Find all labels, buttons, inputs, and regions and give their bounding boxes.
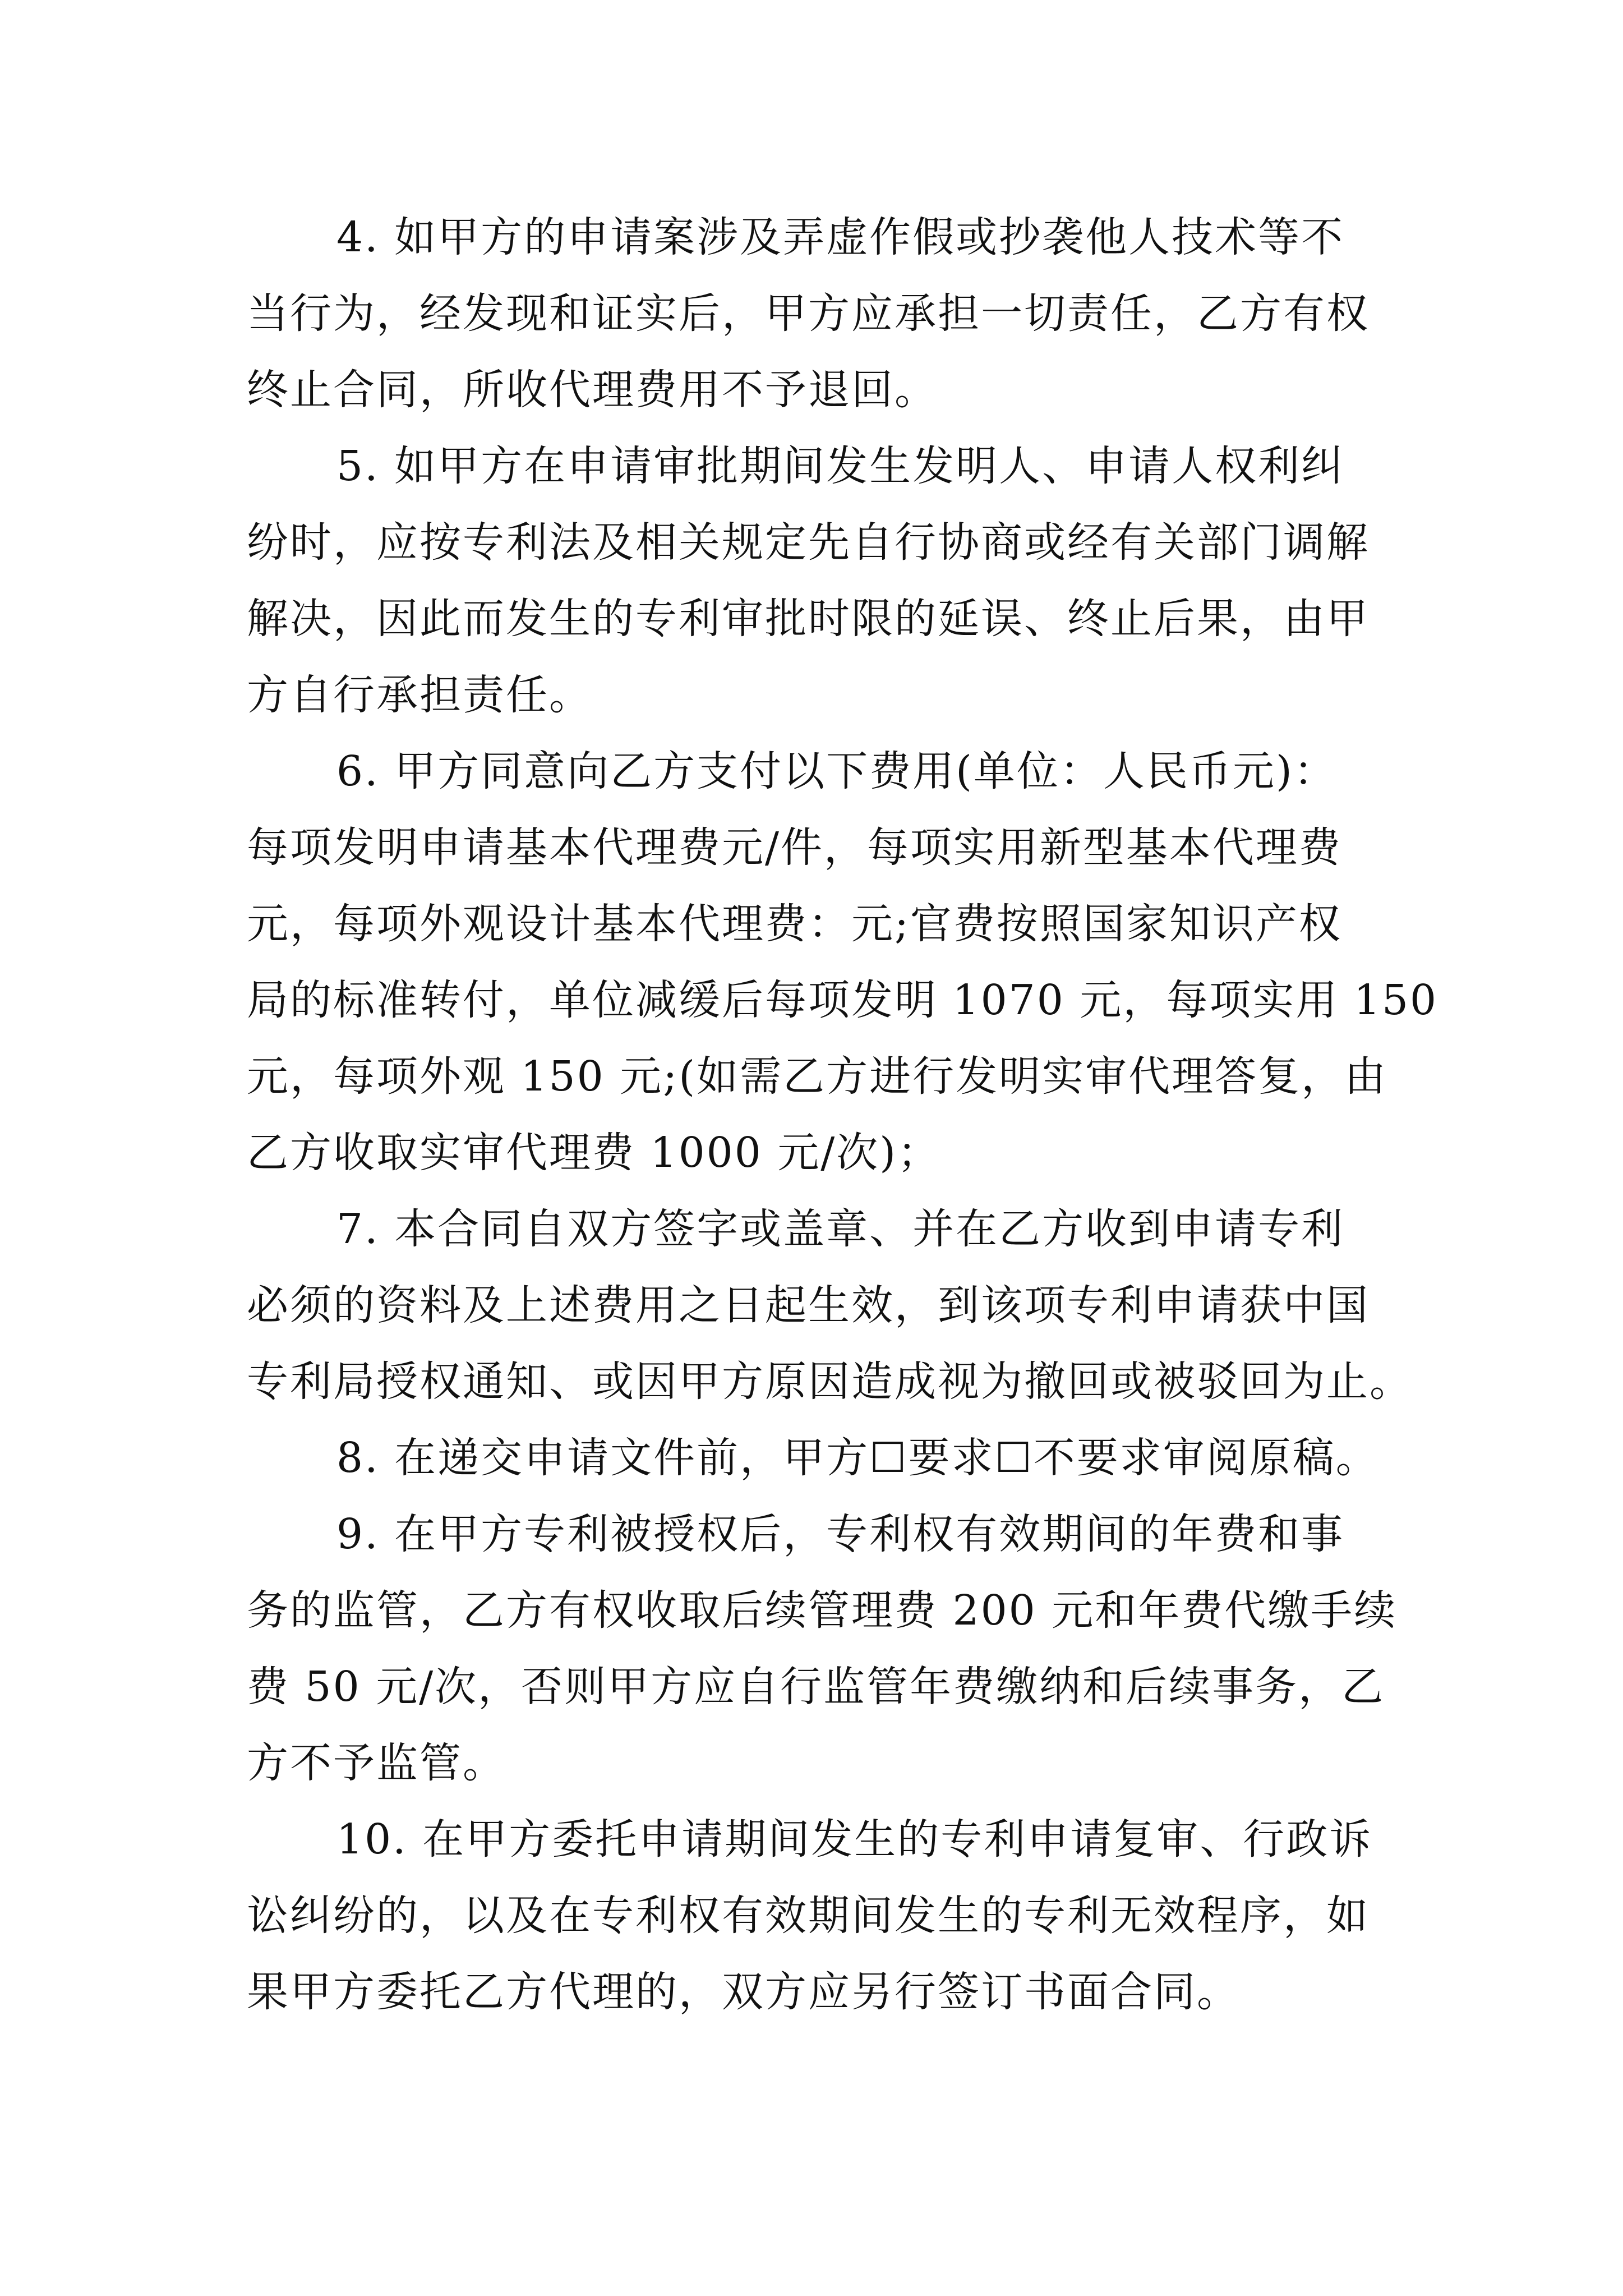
text-line: 必须的资料及上述费用之日起生效，到该项专利申请获中国 (247, 1281, 1370, 1329)
text-line: 每项发明申请基本代理费元/件，每项实用新型基本代理费 (247, 823, 1342, 872)
text-line: 乙方收取实审代理费 1000 元/次)； (247, 1129, 941, 1177)
clause-7 (247, 1191, 1413, 1420)
text-line: 局的标准转付，单位减缓后每项发明 1070 元，每项实用 150 (247, 976, 1438, 1024)
text-line: 8. 在递交申请文件前，甲方☐要求☐不要求审阅原稿。 (336, 1434, 1379, 1482)
text-line: 讼纠纷的，以及在专利权有效期间发生的专利无效程序，如 (247, 1892, 1370, 1940)
text-line: 元，每项外观设计基本代理费：元;官费按照国家知识产权 (247, 900, 1342, 948)
text-line: 4. 如甲方的申请案涉及弄虚作假或抄袭他人技术等不 (336, 213, 1345, 261)
document-body (247, 199, 1438, 2030)
clause-5 (247, 428, 1385, 733)
text-line: 方自行承担责任。 (247, 671, 592, 719)
text-line: 9. 在甲方专利被授权后，专利权有效期间的年费和事 (336, 1510, 1345, 1558)
text-line: 务的监管，乙方有权收取后续管理费 200 元和年费代缴手续 (247, 1586, 1398, 1635)
text-line: 费 50 元/次，否则甲方应自行监管年费缴纳和后续事务，乙 (247, 1663, 1385, 1711)
text-line: 6. 甲方同意向乙方支付以下费用(单位：人民币元)： (336, 747, 1337, 795)
text-line: 果甲方委托乙方代理的，双方应另行签订书面合同。 (247, 1968, 1240, 2016)
text-line: 终止合同，所收代理费用不予退回。 (247, 366, 938, 414)
text-line: 10. 在甲方委托申请期间发生的专利申请复审、行政诉 (336, 1815, 1373, 1864)
text-line: 5. 如甲方在申请审批期间发生发明人、申请人权利纠 (336, 442, 1345, 490)
text-line: 方不予监管。 (247, 1739, 506, 1787)
text-line: 解决，因此而发生的专利审批时限的延误、终止后果，由甲 (247, 595, 1370, 643)
clause-10 (247, 1801, 1385, 2030)
text-line: 当行为，经发现和证实后，甲方应承担一切责任，乙方有权 (247, 289, 1370, 338)
text-line: 纷时，应按专利法及相关规定先自行协商或经有关部门调解 (247, 518, 1370, 567)
clause-8 (247, 1420, 1385, 1496)
clause-9 (247, 1496, 1398, 1801)
text-line: 元，每项外观 150 元;(如需乙方进行发明实审代理答复，由 (247, 1052, 1388, 1101)
text-line: 7. 本合同自双方签字或盖章、并在乙方收到申请专利 (336, 1205, 1345, 1253)
clause-4 (247, 199, 1385, 428)
clause-6 (247, 733, 1438, 1191)
text-line: 专利局授权通知、或因甲方原因造成视为撤回或被驳回为止。 (247, 1358, 1413, 1406)
